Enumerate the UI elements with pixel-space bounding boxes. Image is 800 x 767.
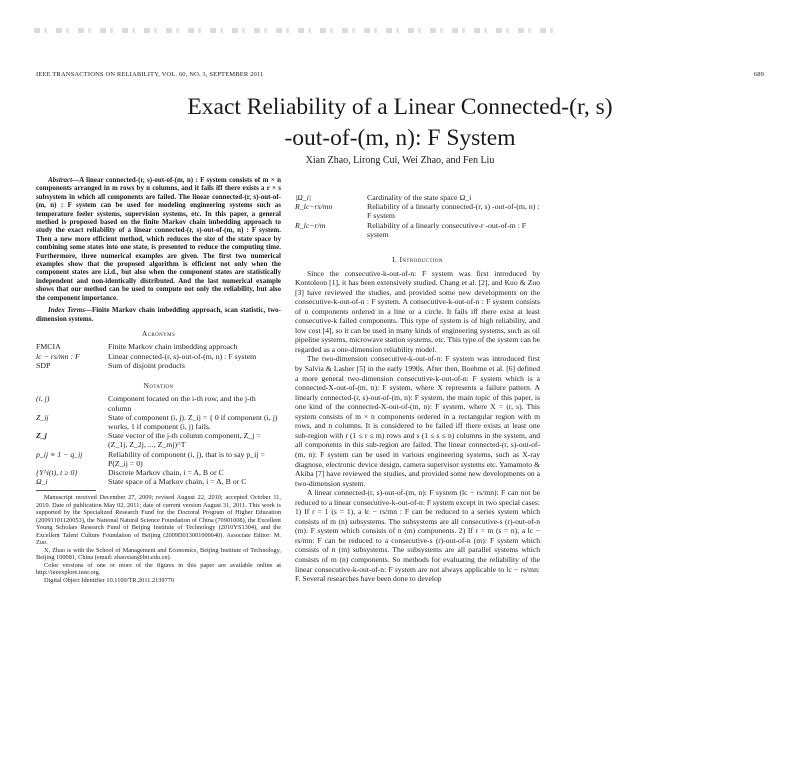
notation-definition: State of component (i, j). Z_ij = { 0 if component (i, j) works, 1 if component (i, j) fails.: [108, 412, 278, 431]
notation-row: [36, 468, 281, 477]
notation-symbol: Z_j: [36, 431, 47, 441]
abstract-label: Abstract—: [48, 176, 80, 184]
index-terms-label: Index Terms—: [48, 306, 92, 315]
acronym-row: [36, 361, 281, 370]
acronym-row: [36, 352, 281, 361]
acronym-row: [36, 342, 281, 351]
acronym-symbol: SDP: [36, 360, 51, 370]
title-line-1: Exact Reliability of a Linear Connected-(r, s): [187, 94, 613, 120]
footnotes: [36, 494, 281, 584]
notation-row: [36, 431, 281, 449]
abstract-text: A linear connected-(r, s)-out-of-(m, n) : F system consists of m × n components arranged in m rows by n columns, and it fails iff there exists a r × s subsystem in which all components are failed. The linear connected-(r, s)-out-of-(m, n) : F system can be used for modeling engineering systems such as temperature feeler systems, supervision systems, etc. In this paper, a general method is proposed based on the finite Markov chain imbedding approach to study the exact reliability of a linear connected-(r, s)-out-of-(m, n) : F system. Then a new more efficient method, which reduces the size of the state space by combining some states into one state, is presented to reduce the computing time. Furthermore, three numerical examples are given. The first two numerical examples show that the proposed algorithm is efficient not only when the component states are i.i.d., but also when the component states are statistically independent and non-identically distributed. And the last numerical example shows that our method can be used to compute not only the reliability, but also the component importance.: [36, 176, 281, 302]
acronym-definition: Sum of disjoint products: [108, 360, 185, 370]
acronyms-table: [36, 342, 281, 370]
paper-title: [0, 92, 800, 154]
footnote-rule: [36, 490, 96, 491]
notation-symbol: {Y^i(t), t ≥ 0}: [36, 467, 78, 477]
definition-row: [295, 202, 540, 220]
index-terms-text: Finite Markov chain imbedding approach, scan statistic, two-dimension systems.: [36, 306, 281, 323]
notation-definition: Reliability of component (i, j), that is to say p_ij = P(Z_ij = 0): [108, 449, 265, 468]
intro-paragraph-1: Since the consecutive-k-out-of-n: F system was first introduced by Kontoleon [1], it has been extensively studied. Chang et al. [2], and Kuo & Zuo [3] have reviewed the studies, and provided some new developments on the consecutive-k-out-of-n : F system. A consecutive-k-out-of-n : F system consists of n components ordered in a line or a circle. It fails iff there exist at least consecutive-k failed components. This type of system is of high reliability, and low cost [4], so it can be used in many kinds of engineering systems, such as oil pipeline systems, microwave station systems, etc. This type of the system can be regarded as a one-dimension reliability model.: [295, 268, 540, 354]
definition-row: [295, 221, 540, 239]
intro-paragraph-2: The two-dimension consecutive-k-out-of-n: F system was introduced first by Salvia & Lasher [5] in the early 1990s. After then, Boehme et al. [6] defined a more general two-dimension consecutive-k-out-of-n: F system which is a connected-X-out-of-(m, n): F system, where X represents a failure pattern. A linearly connected-(r, s)-out-of-(m, n): F system, the main topic of this paper, is one kind of the connected-X-out-of-(m, n): F system, where X = (r, s). This system consists of m × n components ordered in a rectangular region with m rows, and n columns. It is considered to be failed iff there exists at least one sub-region with r (1 ≤ r ≤ m) rows and s (1 ≤ s ≤ n) columns in the system, and all components in this sub-region are failed. The linear connected-(r, s)-out-of-(m, n): F system can be used in various engineering systems, such as X-ray diagnose, electronic device design, camera supervisor systems etc. Yamamoto & Akiba [7] have reviewed the studies, and provided some new developments on a two-dimension system.: [295, 354, 540, 488]
notation-row: [36, 477, 281, 486]
definition-row: [295, 193, 540, 202]
abstract: [36, 176, 281, 302]
notation-definition: State space of a Markov chain, i = A, B or C: [108, 477, 247, 487]
footnote: Color versions of one or more of the figures in this paper are available online at http://ieeexplore.ieee.org.: [36, 561, 281, 577]
footnote: Manuscript received December 27, 2009; revised August 22, 2010; accepted October 11, 2010. Date of publication May 02, 2011; date of current version August 31, 2011. This work is supported by the Specialized Research Fund for the Doctoral Program of Higher Education (20091101120053), the National Natural Science Foundation of China (70901008), the Excellent Young Scholars Research Fund of Beijing Institute of Technology (2010YS1304), and the Excellent Talent Culture Foundation of Beijing (2009D013001000040). Associate Editor: M. Zuo.: [36, 494, 281, 547]
notation-definition: Discrete Markov chain, i = A, B or C: [108, 467, 224, 477]
footnote: X. Zhao is with the School of Management and Economics, Beijing Institute of Technology, Beijing 100081, China (email: zhaoxian@bit.edu.cn).: [36, 546, 281, 562]
right-definitions: [295, 193, 540, 239]
acronyms-heading: Acronyms: [141, 328, 176, 338]
authors: Xian Zhao, Lirong Cui, Wei Zhao, and Fen Liu: [305, 155, 495, 166]
definition-symbol: |Ω_i|: [295, 193, 311, 202]
notation-row: [36, 394, 281, 412]
journal-name: IEEE TRANSACTIONS ON RELIABILITY, VOL. 60, NO. 3, SEPTEMBER 2011: [36, 71, 264, 78]
acronym-symbol: lc − rs/mn : F: [36, 351, 80, 361]
acronym-definition: Linear connected-(r, s)-out-of-(m, n) : F system: [108, 351, 257, 361]
introduction-heading: I. Introduction: [392, 255, 443, 265]
right-column: [295, 193, 540, 584]
page-number: 689: [753, 71, 764, 78]
running-header: [36, 71, 764, 78]
notation-symbol: p_ij ≡ 1 − q_ij: [36, 449, 83, 459]
definition-symbol: R_lc−rs/mn: [295, 202, 333, 212]
notation-symbol: Z_ij: [36, 412, 49, 422]
notation-table: [36, 394, 281, 486]
notation-definition: Component located on the i-th row, and the j-th column: [108, 394, 256, 413]
notation-row: [36, 413, 281, 431]
index-terms: [36, 306, 281, 323]
notation-symbol: (i, j): [36, 394, 50, 404]
acronym-symbol: FMCIA: [36, 342, 61, 352]
scan-artifact: [34, 28, 554, 33]
intro-paragraph-3: A linear connected-(r, s)-out-of-(m, n): F system (lc − rs/mn): F can not be reduced to a linear consecutive-k-out-of-n: F system except in two special cases: 1) If r = 1 (s = 1), a lc − rs/mn : F can be reduced to a series system which consists of m (n) subsystems. The subsystems are all consecutive-s (r)-out-of-n (m): F system which consists of n (m) components. 2) If r = m (s = n), a lc − rs/mn: F can be reduced to a consecutive-s (r)-out-of-n (m): F system which consists of n (m) subsystems. The subsystems are all parallel systems which consists of m (n) components. So methods for evaluating the reliability of the linear consecutive-k-out-of-n: F system are not always applicable to lc − rs/mn: F. Several researches have been done to develop: [295, 488, 540, 584]
definition-text: Reliability of a linearly connected-(r, s) -out-of-(m, n) : F system: [367, 202, 540, 221]
definition-text: Cardinality of the state space Ω_i: [367, 193, 472, 202]
acronym-definition: Finite Markov chain imbedding approach: [108, 342, 238, 352]
definition-text: Reliability of a linearly consecutive-r -out-of-m : F system: [367, 220, 527, 239]
title-line-2: -out-of-(m, n): F System: [284, 125, 516, 151]
notation-symbol: Ω_i: [36, 477, 48, 487]
definition-symbol: R_lc−r/m: [295, 220, 326, 230]
notation-heading: Notation: [143, 380, 174, 390]
footnote: Digital Object Identifier 10.1109/TR.2011.2139770: [44, 576, 174, 584]
notation-definition: State vector of the j-th column component, Z_j = (Z_1j, Z_2j, ..., Z_mj)^T: [108, 431, 261, 450]
left-column: [36, 176, 281, 584]
notation-row: [36, 450, 281, 468]
